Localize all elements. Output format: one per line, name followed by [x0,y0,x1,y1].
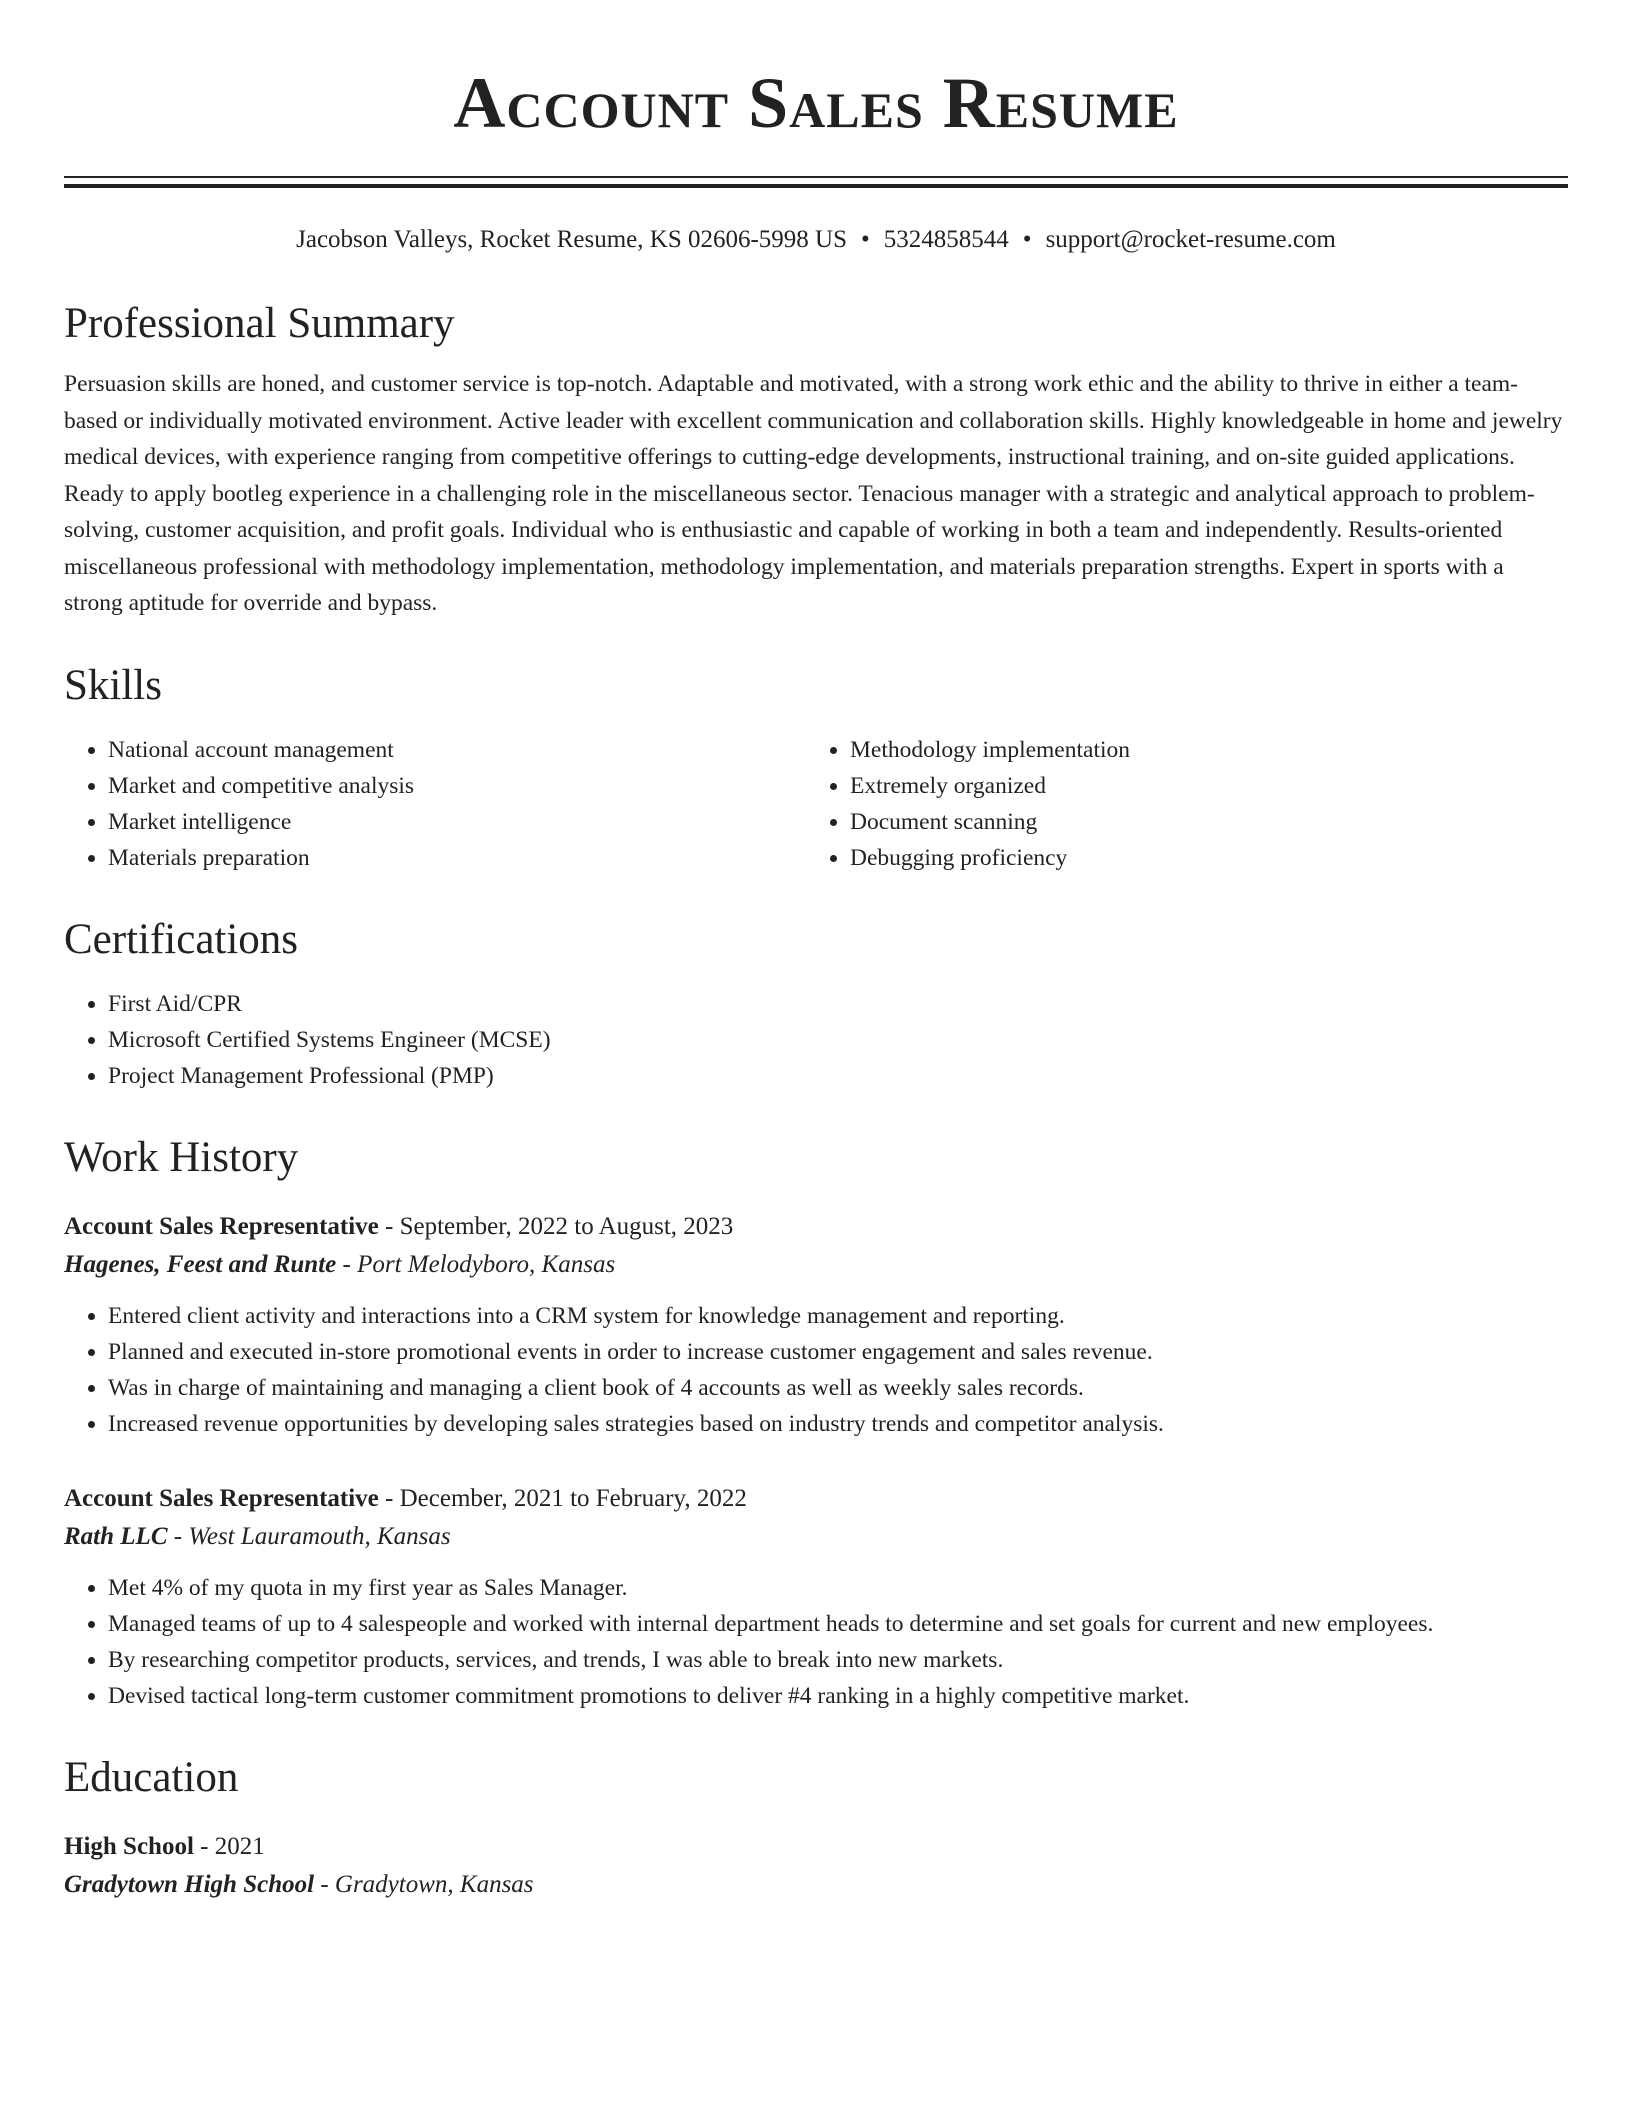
job-bullet: • Met 4% of my quota in my first year as Sales Manager. [108,1570,1568,1606]
job-dates: - December, 2021 to February, 2022 [378,1484,747,1512]
skill-item: • Market intelligence [108,804,806,840]
skills-list-right [806,732,1548,876]
certification-item: • First Aid/CPR [108,986,1568,1022]
education-degree-line [64,1828,1568,1866]
contact-phone: 5324858544 [883,226,1009,253]
skills-heading: Skills [64,661,162,709]
job-bullets [64,1298,1568,1442]
skill-item: • Market and competitive analysis [108,768,806,804]
job-company-line [64,1246,1568,1284]
certifications-list [64,986,1568,1094]
job-dates: - September, 2022 to August, 2023 [378,1212,734,1240]
education-heading: Education [64,1753,239,1801]
skills-section [64,660,1568,876]
skill-item: • Debugging proficiency [850,840,1548,876]
certifications-section [64,914,1568,1094]
skill-item: • Methodology implementation [850,732,1548,768]
job-company: Hagenes, Feest and Runte [64,1250,337,1278]
job-title: Account Sales Representative [64,1212,379,1240]
job-company: Rath LLC [64,1522,168,1550]
education-school-line [64,1866,1568,1904]
summary-section [64,298,1568,622]
skills-list-left [64,732,806,876]
education-section [64,1752,1568,1904]
skill-item: • Extremely organized [850,768,1548,804]
contact-email[interactable]: support@rocket-resume.com [1045,226,1336,253]
job-location: - West Lauramouth, Kansas [167,1522,451,1550]
education-year: - 2021 [193,1832,265,1860]
job-bullet: • Entered client activity and interactions into a CRM system for knowledge management and reporting. [108,1298,1568,1334]
education-location: - Gradytown, Kansas [314,1870,534,1898]
job-bullets [64,1570,1568,1714]
job-title: Account Sales Representative [64,1484,379,1512]
job-location: - Port Melodyboro, Kansas [336,1250,616,1278]
certification-item: • Microsoft Certified Systems Engineer (MCSE) [108,1022,1568,1058]
job-company-line [64,1518,1568,1556]
job-title-line [64,1480,1568,1518]
skill-item: • Materials preparation [108,840,806,876]
skills-column-right [806,732,1548,876]
work-history-heading: Work History [64,1133,299,1181]
education-school: Gradytown High School [64,1870,315,1898]
skill-item: • Document scanning [850,804,1548,840]
certification-item: • Project Management Professional (PMP) [108,1058,1568,1094]
job-bullet: • Planned and executed in-store promotional events in order to increase customer engagement and sales revenue. [108,1334,1568,1370]
skills-column-left [64,732,806,876]
summary-text: Persuasion skills are honed, and customer service is top-notch. Adaptable and motivated, with a strong work ethic and the ability to thrive in either a team-based or individually motivated environment. Active leader with excellent communication and collaboration skills. Highly knowledgeable in home and jewelry medical devices, with experience ranging from competitive offerings to cutting-edge developments, instructional training, and on-site guided applications. Ready to apply bootleg experience in a challenging role in the miscellaneous sector. Tenacious manager with a strategic and analytical approach to problem-solving, customer acquisition, and profit goals. Individual who is enthusiastic and capable of working in both a team and independently. Results-oriented miscellaneous professional with methodology implementation, methodology implementation, and materials preparation strengths. Expert in sports with a strong aptitude for override and bypass. [64,371,1563,616]
resume-title: Account Sales Resume [453,63,1179,143]
education-degree: High School [64,1832,194,1860]
job-bullet: • Increased revenue opportunities by developing sales strategies based on industry trends and competitor analysis. [108,1406,1568,1442]
education-entry [64,1828,1568,1904]
job-entry [64,1480,1568,1714]
contact-address: Jacobson Valleys, Rocket Resume, KS 02606-5998 US [296,226,848,253]
work-history-section [64,1132,1568,1714]
skill-item: • National account management [108,732,806,768]
job-bullet: • Was in charge of maintaining and managing a client book of 4 accounts as well as weekly sales records. [108,1370,1568,1406]
job-bullet: • Managed teams of up to 4 salespeople and worked with internal department heads to determine and set goals for current and new employees. [108,1606,1568,1642]
summary-heading: Professional Summary [64,300,455,347]
contact-separator: • [861,226,870,253]
title-divider [64,176,1568,188]
contact-separator: • [1022,226,1032,253]
skills-columns [64,732,1568,876]
job-bullet: • Devised tactical long-term customer commitment promotions to deliver #4 ranking in a highly competitive market. [108,1678,1568,1714]
certifications-heading: Certifications [64,915,299,963]
contact-line [64,224,1568,256]
job-entry [64,1208,1568,1442]
job-title-line [64,1208,1568,1246]
job-bullet: • By researching competitor products, services, and trends, I was able to break into new markets. [108,1642,1568,1678]
